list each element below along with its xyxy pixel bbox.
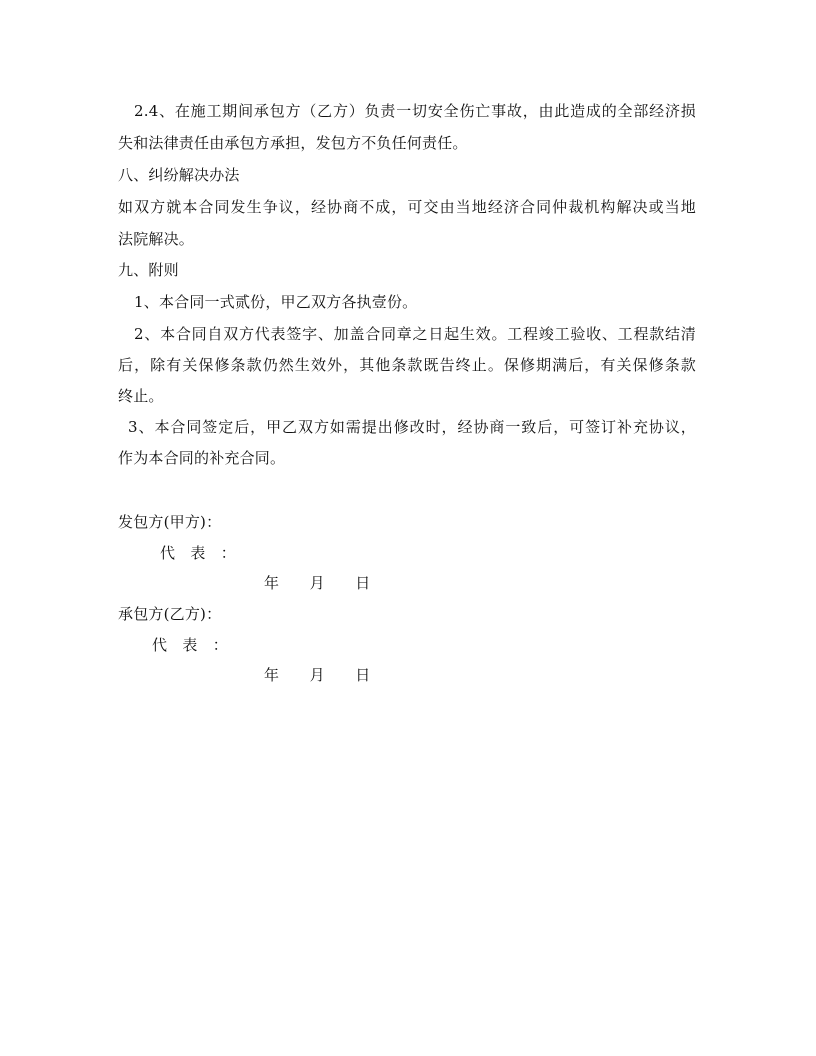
clause-2-4-line-1: 2.4、在施工期间承包方（乙方）负责一切安全伤亡事故，由此造成的全部经济损 bbox=[134, 102, 696, 120]
section-9-heading: 九、附则 bbox=[118, 261, 179, 279]
party-a-representative: 代 表 ： bbox=[160, 544, 237, 562]
section-9-item-2-line-2: 后，除有关保修条款仍然生效外，其他条款既告终止。保修期满后，有关保修条款 bbox=[118, 356, 696, 374]
clause-2-4-line-2: 失和法律责任由承包方承担，发包方不负任何责任。 bbox=[118, 134, 468, 152]
section-9-item-3-line-1: 3、本合同签定后，甲乙双方如需提出修改时，经协商一致后，可签订补充协议， bbox=[128, 418, 696, 436]
party-a-date: 年 月 日 bbox=[264, 574, 371, 592]
section-9-item-2-line-3: 终止。 bbox=[118, 387, 164, 405]
party-a-label: 发包方(甲方)： bbox=[118, 513, 222, 531]
section-8-heading: 八、纠纷解决办法 bbox=[118, 166, 240, 184]
party-b-representative: 代 表 ： bbox=[152, 636, 229, 654]
party-b-date: 年 月 日 bbox=[264, 666, 371, 684]
section-9-item-3-line-2: 作为本合同的补充合同。 bbox=[118, 449, 286, 467]
section-9-item-1: 1、本合同一式贰份，甲乙双方各执壹份。 bbox=[134, 293, 418, 311]
section-8-line-2: 法院解决。 bbox=[118, 230, 195, 248]
section-9-item-2-line-1: 2、本合同自双方代表签字、加盖合同章之日起生效。工程竣工验收、工程款结清 bbox=[134, 325, 696, 343]
section-8-line-1: 如双方就本合同发生争议，经协商不成，可交由当地经济合同仲裁机构解决或当地 bbox=[118, 198, 696, 216]
party-b-label: 承包方(乙方)： bbox=[118, 605, 222, 623]
